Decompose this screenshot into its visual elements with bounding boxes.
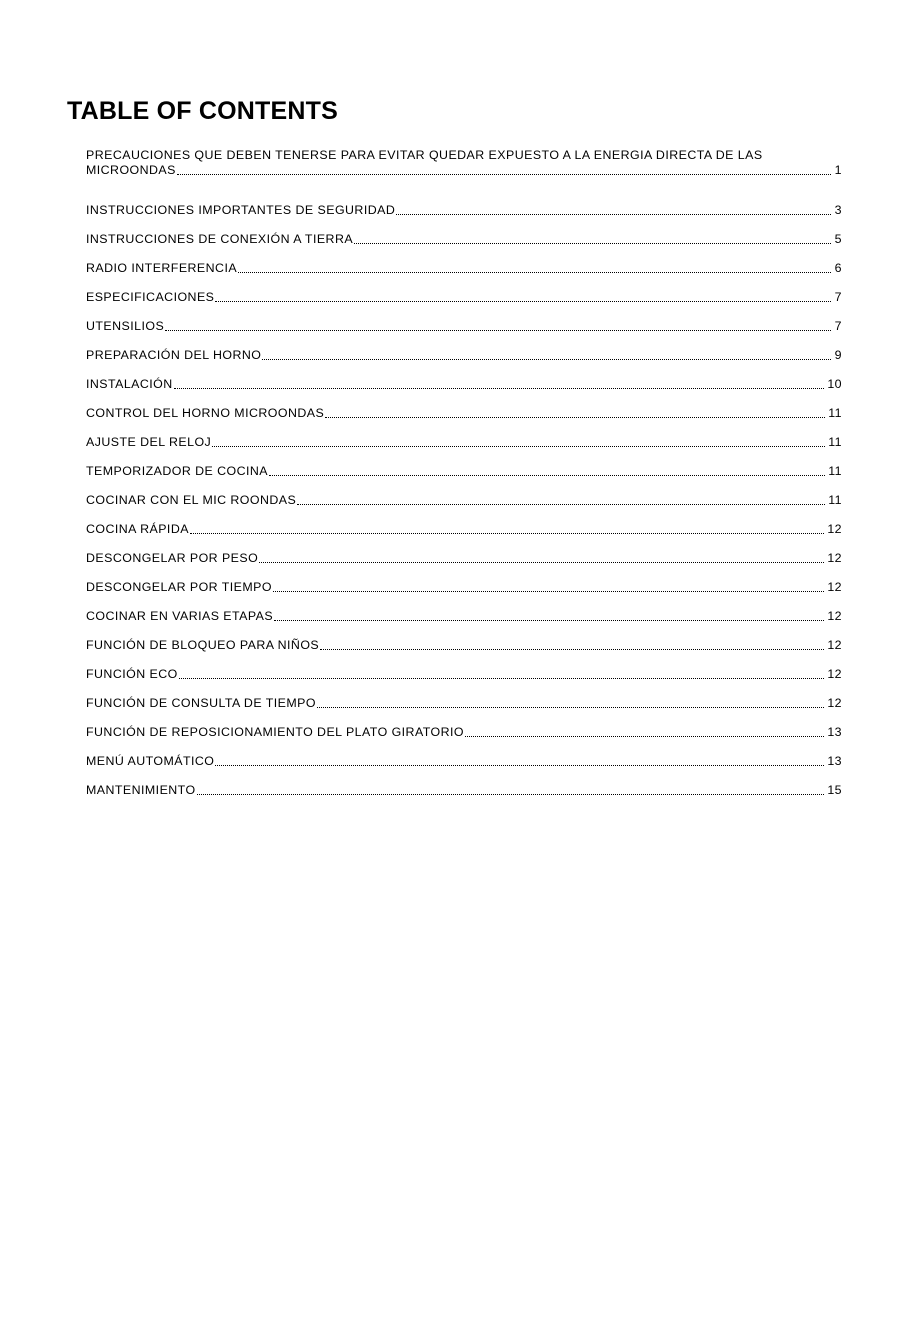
toc-entry[interactable] <box>86 148 842 189</box>
toc-entry-label: FUNCIÓN ECO <box>86 667 178 681</box>
toc-entry[interactable] <box>86 508 842 537</box>
toc-entry-label: MICROONDAS <box>86 163 176 177</box>
table-of-contents <box>86 148 842 798</box>
toc-entry[interactable] <box>86 566 842 595</box>
toc-entry-page: 11 <box>828 435 842 449</box>
toc-entry[interactable] <box>86 450 842 479</box>
dot-leader <box>215 764 824 766</box>
toc-entry-page: 11 <box>828 406 842 420</box>
toc-entry[interactable] <box>86 305 842 334</box>
toc-entry-page: 13 <box>827 725 842 739</box>
toc-entry-page: 13 <box>827 754 842 768</box>
dot-leader <box>177 173 831 175</box>
toc-entry[interactable] <box>86 421 842 450</box>
toc-entry-page: 12 <box>827 667 842 681</box>
dot-leader <box>396 213 831 215</box>
toc-entry-page: 12 <box>827 609 842 623</box>
toc-entry-wrap-row <box>86 163 842 178</box>
toc-entry-label: INSTRUCCIONES IMPORTANTES DE SEGURIDAD <box>86 203 396 217</box>
toc-entry-label: PREPARACIÓN DEL HORNO <box>86 348 262 362</box>
toc-entry-page: 11 <box>828 493 842 507</box>
toc-entry[interactable] <box>86 189 842 218</box>
toc-entry-label: RADIO INTERFERENCIA <box>86 261 238 275</box>
toc-entry-label: ESPECIFICACIONES <box>86 290 215 304</box>
toc-entry-page: 15 <box>827 783 842 797</box>
dot-leader <box>317 706 824 708</box>
toc-entry-label: TEMPORIZADOR DE COCINA <box>86 464 269 478</box>
toc-entry-label: COCINAR EN VARIAS ETAPAS <box>86 609 274 623</box>
toc-entry[interactable] <box>86 334 842 363</box>
toc-entry-label: INSTRUCCIONES DE CONEXIÓN A TIERRA <box>86 232 354 246</box>
toc-entry-page: 9 <box>834 348 842 362</box>
toc-entry-page: 7 <box>834 290 842 304</box>
dot-leader <box>215 300 831 302</box>
toc-entry-label: AJUSTE DEL RELOJ <box>86 435 212 449</box>
dot-leader <box>325 416 825 418</box>
toc-entry[interactable] <box>86 276 842 305</box>
dot-leader <box>165 329 831 331</box>
toc-entry-page: 6 <box>834 261 842 275</box>
dot-leader <box>212 445 825 447</box>
toc-entry-label: FUNCIÓN DE CONSULTA DE TIEMPO <box>86 696 316 710</box>
dot-leader <box>179 677 825 679</box>
toc-entry-page: 10 <box>827 377 842 391</box>
toc-entry-label: COCINA RÁPIDA <box>86 522 189 536</box>
toc-entry-page: 7 <box>834 319 842 333</box>
toc-entry[interactable] <box>86 537 842 566</box>
toc-entry-label: COCINAR CON EL MIC ROONDAS <box>86 493 297 507</box>
toc-entry-label: CONTROL DEL HORNO MICROONDAS <box>86 406 325 420</box>
dot-leader <box>174 387 825 389</box>
toc-entry-label: MENÚ AUTOMÁTICO <box>86 754 215 768</box>
dot-leader <box>238 271 831 273</box>
toc-entry-page: 12 <box>827 638 842 652</box>
dot-leader <box>259 561 824 563</box>
toc-entry[interactable] <box>86 247 842 276</box>
toc-entry[interactable] <box>86 682 842 711</box>
toc-entry-page: 1 <box>834 163 842 177</box>
dot-leader <box>274 619 824 621</box>
dot-leader <box>262 358 831 360</box>
toc-entry-label: INSTALACIÓN <box>86 377 173 391</box>
toc-entry[interactable] <box>86 479 842 508</box>
dot-leader <box>354 242 831 244</box>
toc-entry-page: 12 <box>827 551 842 565</box>
toc-entry-label: DESCONGELAR POR PESO <box>86 551 259 565</box>
page-title: TABLE OF CONTENTS <box>67 97 338 125</box>
dot-leader <box>197 793 825 795</box>
toc-entry[interactable] <box>86 740 842 769</box>
toc-entry[interactable] <box>86 363 842 392</box>
toc-entry[interactable] <box>86 769 842 798</box>
toc-entry[interactable] <box>86 218 842 247</box>
toc-entry-page: 12 <box>827 696 842 710</box>
dot-leader <box>269 474 825 476</box>
dot-leader <box>297 503 825 505</box>
toc-entry[interactable] <box>86 653 842 682</box>
toc-entry-label: FUNCIÓN DE REPOSICIONAMIENTO DEL PLATO GIRATORIO <box>86 725 464 739</box>
toc-entry[interactable] <box>86 624 842 653</box>
toc-entry-page: 12 <box>827 522 842 536</box>
toc-entry-page: 11 <box>828 464 842 478</box>
toc-entry-label: DESCONGELAR POR TIEMPO <box>86 580 272 594</box>
dot-leader <box>190 532 824 534</box>
dot-leader <box>320 648 824 650</box>
toc-entry-page: 3 <box>834 203 842 217</box>
toc-entry[interactable] <box>86 595 842 624</box>
toc-entry[interactable] <box>86 711 842 740</box>
toc-entry-label: UTENSILIOS <box>86 319 165 333</box>
toc-entry-label: MANTENIMIENTO <box>86 783 196 797</box>
toc-entry[interactable] <box>86 392 842 421</box>
toc-entry-page: 5 <box>834 232 842 246</box>
dot-leader <box>465 735 824 737</box>
toc-entry-page: 12 <box>827 580 842 594</box>
toc-entry-label: FUNCIÓN DE BLOQUEO PARA NIÑOS <box>86 638 320 652</box>
toc-entry-label-line1: PRECAUCIONES QUE DEBEN TENERSE PARA EVITAR QUEDAR EXPUESTO A LA ENERGIA DIRECTA DE LAS <box>86 148 763 162</box>
dot-leader <box>273 590 824 592</box>
